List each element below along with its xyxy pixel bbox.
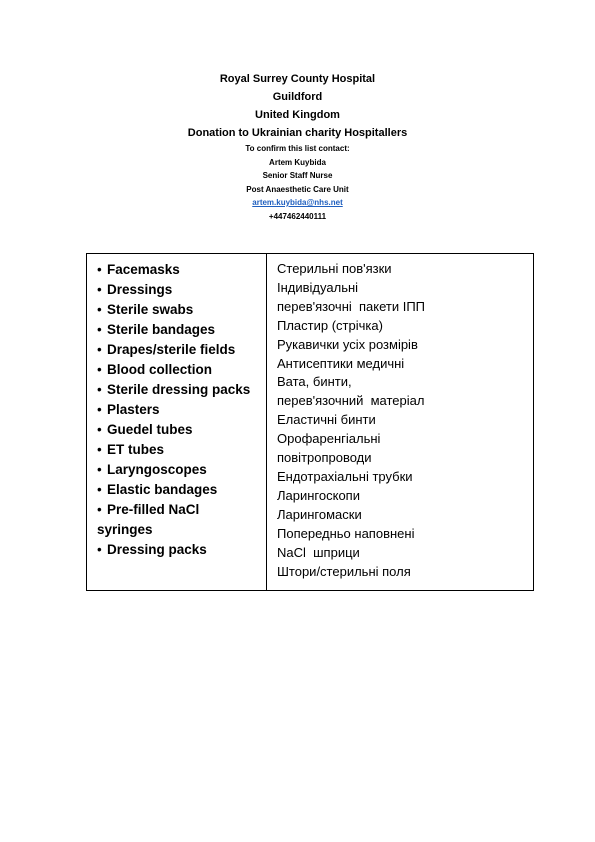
list-item: • Pre-filled NaCl syringes (97, 502, 200, 537)
ukrainian-items-column (267, 254, 533, 590)
contact-name: Artem Kuybida (269, 157, 326, 167)
list-item: перев'язочні пакети ІПП (277, 298, 426, 314)
list-item: Вата, бинти, (277, 374, 352, 390)
bullet-icon: • (97, 442, 102, 457)
supplies-table (86, 253, 534, 591)
list-item: NaCl шприци (277, 544, 360, 560)
confirm-text: To confirm this list contact: (245, 144, 350, 153)
hospital-name: Royal Surrey County Hospital (219, 73, 376, 85)
list-item: Рукавички усіх розмірів (277, 336, 418, 352)
list-item: • Laryngoscopes (97, 460, 266, 480)
bullet-icon: • (97, 282, 102, 297)
bullet-icon: • (97, 302, 102, 317)
list-item: Антисептики медичні (277, 355, 405, 371)
bullet-icon: • (97, 342, 102, 357)
list-item: Штори/стерильні поля (277, 563, 411, 579)
list-item: • Elastic bandages (97, 480, 266, 500)
bullet-icon: • (97, 402, 102, 417)
list-item: • Drapes/sterile fields (97, 340, 266, 360)
contact-unit: Post Anaesthetic Care Unit (246, 184, 349, 194)
list-item: Орофаренгіальні (277, 431, 381, 447)
list-item: Стерильні пов'язки (277, 261, 392, 276)
list-item: Ендотрахіальні трубки (277, 468, 413, 484)
list-item: • Guedel tubes (97, 420, 266, 440)
list-item: Пластир (стрічка) (277, 317, 383, 333)
bullet-icon: • (97, 462, 102, 477)
list-item: Попередньо наповнені (277, 525, 415, 541)
list-item: Еластичні бинти (277, 412, 376, 428)
bullet-icon: • (97, 262, 102, 277)
bullet-icon: • (97, 542, 102, 557)
list-item: • Blood collection (97, 360, 266, 380)
city-name: Guildford (272, 91, 323, 103)
english-items-column (87, 254, 267, 590)
document-header (0, 70, 595, 223)
bullet-icon: • (97, 482, 102, 497)
contact-phone: +447462440111 (268, 211, 327, 221)
bullet-icon: • (97, 422, 102, 437)
list-item: • Facemasks (97, 260, 266, 280)
list-item: повітропроводи (277, 450, 372, 466)
bullet-icon: • (97, 502, 102, 517)
bullet-icon: • (97, 322, 102, 337)
list-item: • ET tubes (97, 440, 266, 460)
list-item: • Sterile bandages (97, 320, 266, 340)
list-item: • Sterile dressing packs (97, 380, 266, 400)
list-item: • Dressing packs (97, 540, 266, 560)
list-item: Ларингоскопи (277, 487, 360, 503)
bullet-icon: • (97, 382, 102, 397)
list-item: Ларингомаски (277, 506, 362, 522)
list-item: перев'язочний матеріал (277, 393, 425, 409)
list-item: • Plasters (97, 400, 266, 420)
list-item: • Dressings (97, 280, 266, 300)
donation-title: Donation to Ukrainian charity Hospitallers (187, 127, 408, 139)
list-item: • Sterile swabs (97, 300, 266, 320)
contact-email-link[interactable]: artem.kuybida@nhs.net (252, 198, 343, 207)
list-item: Індивідуальні (277, 279, 359, 295)
contact-role: Senior Staff Nurse (262, 171, 333, 180)
country-name: United Kingdom (255, 109, 340, 121)
bullet-icon: • (97, 362, 102, 377)
